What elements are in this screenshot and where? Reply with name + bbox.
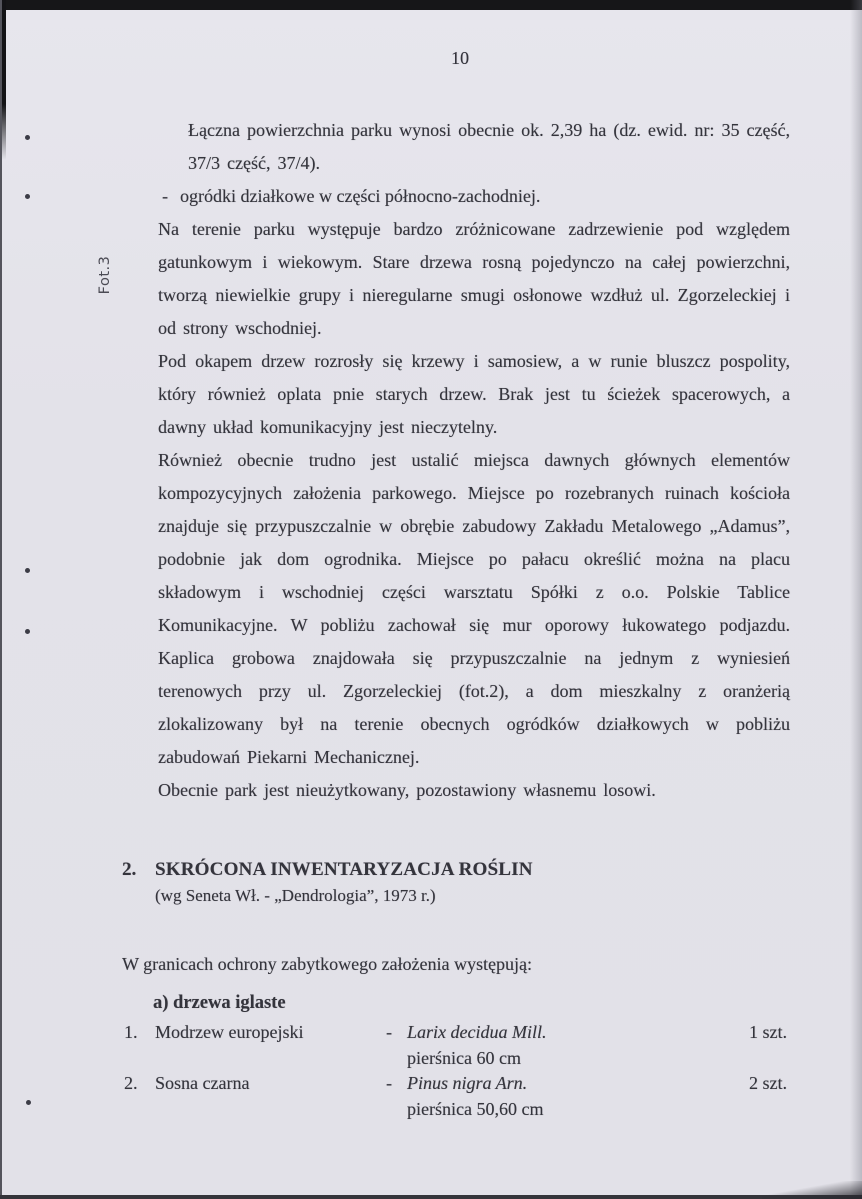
plant-trunk-diameter: pierśnica 50,60 cm xyxy=(407,1098,544,1119)
plant-count: 1 szt. xyxy=(749,1022,787,1042)
margin-binding-dot xyxy=(25,568,30,573)
plant-row xyxy=(122,1020,790,1071)
margin-binding-dot xyxy=(26,1100,31,1105)
plant-dash: - xyxy=(386,1022,392,1042)
paragraph-undergrowth: Pod okapem drzew rozrosły się krzewy i samosiew, a w runie bluszcz pospolity, który również oplata pnie starych drzew. Brak jest tu ścieżek spacerowych, a dawny układ komunikacyjny jest nieczytelny. xyxy=(158,351,790,437)
bullet-text: ogródki działkowe w części północno-zachodniej. xyxy=(180,186,541,206)
plant-row xyxy=(122,1071,790,1122)
scan-bottom-edge xyxy=(0,1195,862,1199)
plant-dash: - xyxy=(386,1073,392,1093)
scan-left-edge xyxy=(0,0,2,1199)
plant-trunk-diameter: pierśnica 60 cm xyxy=(407,1047,521,1068)
plant-number: 1. xyxy=(124,1022,138,1042)
plant-list xyxy=(122,1020,790,1122)
plant-count: 2 szt. xyxy=(749,1073,787,1093)
plant-latin-name: Pinus nigra Arn. xyxy=(407,1073,528,1093)
page-number: 10 xyxy=(451,48,469,68)
bullet-dash: - xyxy=(162,186,168,206)
paragraph-composition-elements: Również obecnie trudno jest ustalić miejsca dawnych głównych elementów kompozycyjnych założenia parkowego. Miejsce po rozebranych ruinach kościoła znajduje się przypuszczalnie w obrębie zabudowy Zakładu Metalowego „Adamus”, podobnie jak dom ogrodnika. Miejsce po pałacu określić można na placu składowym i wschodniej części warsztatu Spółki z o.o. Polskie Tablice Komunikacyjne. W pobliżu zachował się mur oporowy łukowatego podjazdu. Kaplica grobowa znajdowała się przypuszczalnie na jednym z wyniesień terenowych przy ul. Zgorzeleckiej (fot.2), a dom mieszkalny z oranżerią zlokalizowany był na terenie obecnych ogródków działkowych w pobliżu zabudowań Piekarni Mechanicznej. xyxy=(158,450,790,767)
plant-polish-name: Sosna czarna xyxy=(155,1073,250,1093)
plant-number: 2. xyxy=(124,1073,138,1093)
margin-binding-dot xyxy=(25,194,30,199)
paragraph-tree-stand: Na terenie parku występuje bardzo zróżnicowane zadrzewienie pod względem gatunkowym i wiekowym. Stare drzewa rosną pojedynczo na całej powierzchni, tworzą niewielkie grupy i nieregularne smugi osłonowe wzdłuż ul. Zgorzeleckiej i od strony wschodniej. xyxy=(158,219,790,338)
paragraph-park-area: Łączna powierzchnia parku wynosi obecnie ok. 2,39 ha (dz. ewid. nr: 35 część, 37/3 część, 37/4). xyxy=(188,120,790,173)
section-heading xyxy=(122,857,790,883)
scan-right-shadow xyxy=(850,0,862,1199)
scan-top-edge xyxy=(0,0,862,10)
paragraph-park-unused: Obecnie park jest nieużytkowany, pozostawiony własnemu losowi. xyxy=(158,780,656,800)
handwritten-photo-reference-note: Fot.3 xyxy=(97,255,113,295)
subsection-conifers-label: a) drzewa iglaste xyxy=(153,993,286,1013)
margin-binding-dot xyxy=(25,629,30,634)
section-number: 2. xyxy=(122,859,137,880)
section-subtitle: (wg Seneta Wł. - „Dendrologia”, 1973 r.) xyxy=(155,886,436,905)
body-text-block xyxy=(122,114,790,807)
margin-binding-dot xyxy=(25,135,30,140)
section-title: SKRÓCONA INWENTARYZACJA ROŚLIN xyxy=(155,859,533,880)
plant-polish-name: Modrzew europejski xyxy=(155,1022,304,1042)
scan-bottom-right-corner xyxy=(762,1181,862,1199)
bullet-item-allotments xyxy=(162,180,790,213)
section-plant-inventory xyxy=(122,857,790,1122)
inventory-intro-line: W granicach ochrony zabytkowego założenia występują: xyxy=(122,954,533,974)
plant-latin-name: Larix decidua Mill. xyxy=(407,1022,547,1042)
